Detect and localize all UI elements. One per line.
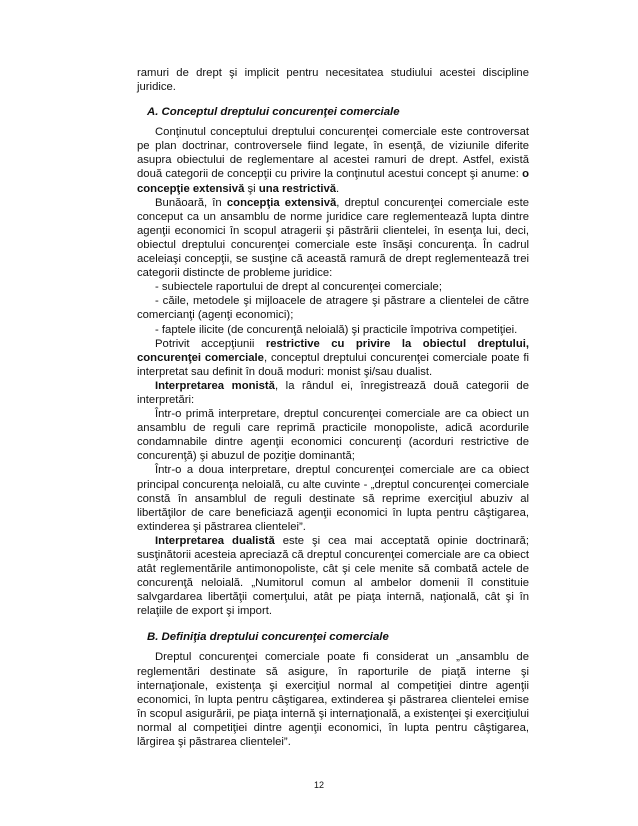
section-a-heading: A. Conceptul dreptului concurenţei comerciale	[147, 106, 400, 119]
section-b-heading: B. Definiţia dreptului concurenţei comerciale	[147, 631, 389, 644]
list-item: - faptele ilicite (de concurenţă neloială) şi practicile împotriva competiţiei.	[155, 323, 518, 336]
paragraph-definition: Dreptul concurenţei comerciale poate fi considerat un „ansamblu de reglementări destinate să asigure, în raporturile de piaţă interne şi internaţionale, existenţa şi exerciţiul normal al competiţiei dintre agenţii economici, în lupta pentru câştigarea, extinderea şi păstrarea clientelei emise în scopul asigurării, pe piaţa internă şi internaţională, a existenţei şi exerciţiului normal al competiţiei dintre agenţii economici, în lupta pentru câştigarea, lărgirea şi păstrarea clientelei”.	[137, 651, 529, 749]
document-page	[137, 66, 529, 749]
paragraph-extensive-concept: Bunăoară, în concepţia extensivă, dreptul concurenţei comerciale este conceput ca un ansamblu de norme juridice care reglementează lupta dintre agenţii economici în scopul atragerii şi păstrării clientelei, în esenţa lui, deci, obiectul dreptului concurenţei comerciale este însăşi concurenţa. În cadrul aceleiaşi concepţii, se susţine că această ramură de drept reglementează trei categorii distincte de probleme juridice:	[137, 196, 529, 280]
intro-paragraph: ramuri de drept şi implicit pentru necesitatea studiului acestei discipline juridice.	[137, 67, 529, 94]
paragraph-second-interpretation: Într-o a doua interpretare, dreptul concurenţei comerciale are ca obiect principal concurenţa neloială, cu alte cuvinte - „dreptul concurenţei comerciale constă în ansamblul de reguli destinate să reprime exerciţiul abuziv al libertăţilor de care beneficiază agenţii economici în lupta pentru câştigarea, extinderea şi păstrarea clientelei”.	[137, 464, 529, 533]
paragraph-monist-interpretation: Interpretarea monistă, la rândul ei, înregistrează două categorii de interpretări:	[137, 379, 529, 406]
list-item: - căile, metodele şi mijloacele de atragere şi păstrare a clientelei de către comercianţi (agenţi economici);	[137, 295, 529, 322]
paragraph-first-interpretation: Într-o primă interpretare, dreptul concurenţei comerciale are ca obiect un ansamblu de reguli care reprimă practicile monopoliste, adică acordurile condamnabile dintre agenţii economici concurenţi (acorduri restrictive de concurenţă) şi abuzul de poziţie dominantă;	[137, 408, 529, 463]
paragraph-concept-intro: Conţinutul conceptului dreptului concurenţei comerciale este controversat pe plan doctrinar, controversele fiind legate, în esenţă, de viziunile diferite asupra obiectului de reglementare al acestei ramuri de drept. Astfel, există două categorii de concepţii cu privire la conţinutul acestui concept şi anume: o concepţie extensivă şi una restrictivă.	[137, 126, 529, 195]
list-item: - subiectele raportului de drept al concurenţei comerciale;	[155, 281, 442, 294]
paragraph-restrictive-concept: Potrivit accepţiunii restrictive cu privire la obiectul dreptului, concurenţei comerciale, conceptul dreptului concurenţei comerciale poate fi interpretat sau definit în două moduri: monist şi/sau dualist.	[137, 337, 530, 378]
paragraph-dualist-interpretation: Interpretarea dualistă este şi cea mai acceptată opinie doctrinară; susţinătorii acesteia apreciază că dreptul concurenţei comerciale are ca obiect atât reglementările antimonopoliste, cât şi cele menite să combată actele de concurenţă neloială. „Numitorul comun al ambelor domenii îl constituie salvgardarea libertăţii comerţului, atât pe piaţa internă, naţională, cât şi în relaţiile de export şi import.	[137, 534, 529, 618]
page-number: 12	[313, 780, 324, 790]
